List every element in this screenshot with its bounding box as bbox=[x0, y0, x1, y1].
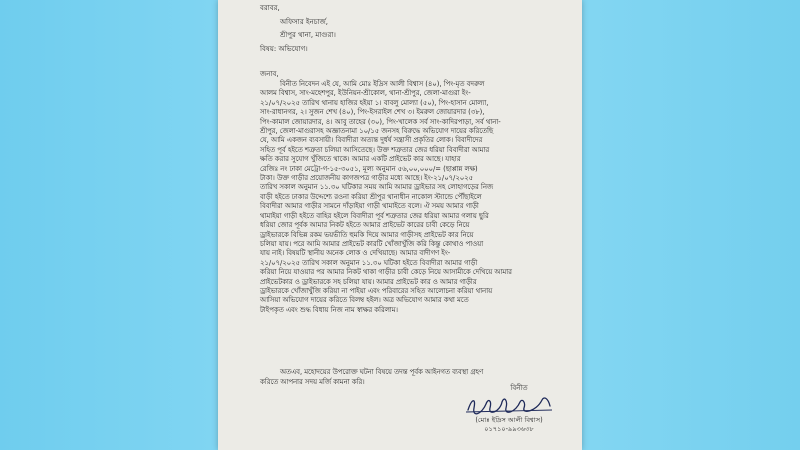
address-line-officer: অফিসার ইনচার্জ, bbox=[280, 17, 329, 26]
body-line: ২১/০৭/২০২৫ তারিখ সকাল অনুমান ১১.৩০ ঘটিকা হইতে বিবাদীরা আমার গাড়ী bbox=[260, 258, 478, 267]
body-line: যে, আমি একজন ব্যবসায়ী। বিবাদীরা অত্যন্ত দুর্ধর্ষ সন্ত্রাসী প্রকৃতির লোক। বিবাদীদের bbox=[260, 136, 483, 145]
body-line: বিনীত নিবেদন এই যে, আমি মোঃ ইদ্রিস আলী বিশ্বাস (৪০), পিং-মৃত বদরুল bbox=[280, 80, 485, 88]
closing-line: করিতে আপনার সদয় মর্জি কামনা করি। bbox=[260, 377, 365, 386]
recipient-address bbox=[260, 4, 336, 41]
letter-salutation: জনাব, bbox=[260, 70, 279, 78]
body-line: শ্রীপুর, জেলা-মাগুরাসহ অজ্ঞাতনামা ১০/১৫ জনসহ বিরুদ্ধে অভিযোগ দায়ের করিতেছি bbox=[260, 127, 494, 136]
body-line: টাইপকৃত এবং শুদ্ধ বিধায় নিজ নাম স্বাক্ষর করিলাম। bbox=[260, 305, 398, 314]
signer-phone: ০১৭১০-৯৯৩৬৩৮ bbox=[484, 424, 534, 433]
body-line: যায় নাই। বিষয়টি স্থানীয় অনেক লোক ও দেখিয়াছে। আমার বাদীগণ ইং- bbox=[260, 249, 451, 258]
handwritten-signature bbox=[454, 394, 564, 416]
letter-subject: বিষয়: অভিযোগ। bbox=[260, 45, 308, 53]
address-line-station: শ্রীপুর থানা, মাগুরা। bbox=[280, 31, 336, 40]
body-line: ক্ষতি করার সুযোগ খুঁজিতে থাকে। আমার একটি প্রাইভেট কার আছে। যাহার bbox=[260, 155, 461, 164]
body-line: করিয়া নিয়ে যাওয়ার পর আমার নিকট থাকা গাড়ীর চাবী কেড়ে নিয়ে আসামীকে দেখিয়ে আমার bbox=[260, 268, 512, 277]
letter-body bbox=[260, 80, 560, 315]
body-line: রেজিঃ নং ঢাকা মেট্রো-গ-১৫-৩০৫১, মূল্য অনুমান ৫৬,০০,০০০/= (ছাপ্পান্ন লক্ষ) bbox=[260, 164, 478, 173]
body-line: প্রাইভেটকার ও ড্রাইভারকে সহ চলিয়া যায়। আমার প্রাইভেট কার ও আমার গাড়ীর bbox=[260, 277, 477, 286]
body-line: টাকা। উক্ত গাড়ীর প্রয়োজনীয় কাগজপত্র গাড়ীর মধ্যে আছে। ইং-২১/০৭/২০২৫ bbox=[260, 174, 473, 183]
signer-name: (মোঃ ইদ্রিস আলী বিশ্বাস) bbox=[475, 415, 543, 424]
address-line-to: বরাবর, bbox=[260, 4, 280, 12]
body-line: সহিত পূর্ব হইতে শত্রুতা চলিয়া আসিতেছে। উক্ত শত্রুতার জের ধরিয়া বিবাদীরা আমার bbox=[260, 145, 490, 154]
body-line: আসিয়া অভিযোগ দায়ের করিতে বিলম্ব হইল। অত্র অভিযোগ আমার কথা মতে bbox=[260, 296, 469, 305]
body-line: বিবাদীরা আমার গাড়ীর সামনে দাঁড়াইয়া গাড়ী থামাইতে বলে। ঐ সময় আমার গাড়ী bbox=[260, 202, 479, 211]
body-line: পিং-কামাল জোয়ারদার, ৪। আবু তাহের (৩০), পিং-খালেক সর্ব সাং-কাদিরপাড়া, সর্ব থানা- bbox=[260, 117, 501, 126]
body-line: আলম বিশ্বাস, সাং-মহেশপুর, ইউনিয়ন-শ্রীকোল, থানা-শ্রীপুর, জেলা-মাগুরা ইং- bbox=[260, 89, 471, 98]
body-line: থামাইয়া গাড়ী হইতে বাহির হইলে বিবাদীরা পূর্ব শত্রুতার জের ধরিয়া আমার গলায় ছুরি bbox=[260, 211, 489, 220]
closing-line: অতএব, মহোদয়ের উপরোক্ত ঘটনা বিষয়ে তদন্ত পূর্বক আইনগত ব্যবস্থা গ্রহণ bbox=[280, 368, 484, 376]
complaint-letter bbox=[218, 0, 582, 450]
body-line: চলিয়া যায়। পরে আমি আমার প্রাইভেট কারটি খোঁজাখুঁজি করি কিন্তু কোথাও পাওয়া bbox=[260, 239, 484, 248]
signature-block bbox=[454, 384, 564, 434]
body-line: সাং-রাধানগর, ২। সুজন শেখ (৪০), পিং-ইসরাইল শেখ ৩। ইমরুল জোয়ারদার (৩৮), bbox=[260, 108, 485, 117]
body-line: ২১/০৭/২০২৫ তারিখ থানায় হাজির হইয়া ১। বাবলু মোল্যা (৫০), পিং-হাসান মোল্যা, bbox=[260, 98, 489, 107]
body-line: তারিখ সকাল অনুমান ১১.৩০ ঘটিকার সময় আমি আমার ড্রাইভার সহ লোহাগড়ের নিজ bbox=[260, 183, 493, 192]
body-line: বাড়ী হইতে ঢাকার উদ্দেশ্যে রওনা করিয়া শ্রীপুর থানাধীন নাকোল স্ট্যান্ডে পৌঁছাইলে bbox=[260, 192, 482, 201]
body-line: ড্রাইভারকে বিভিন্ন রকম ভয়ভীতি হুমকি দিয়ে আমার গাড়ীসহ প্রাইভেট কার নিয়ে bbox=[260, 230, 474, 239]
body-line: ধরিয়া জোর পূর্বক আমার নিকট হইতে আমার প্রাইভেট কারের চাবী কেড়ে নিয়ে bbox=[260, 221, 470, 230]
regards-text: বিনীত bbox=[510, 384, 528, 392]
body-line: ড্রাইভারকে খোঁজাখুঁজি করিয়া না পাইয়া এবং পরিবারের সহিত আলোচনা করিয়া থানায় bbox=[260, 286, 493, 295]
